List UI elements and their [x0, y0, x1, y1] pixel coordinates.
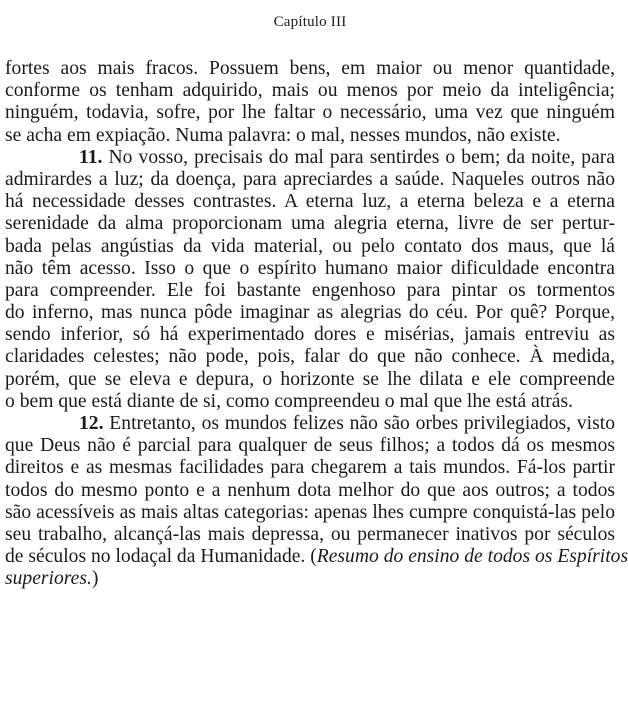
- text-line: porém, que se eleva e depura, o horizonte se lhe dilata e ele compreende: [5, 368, 615, 390]
- text-line: [5, 568, 615, 590]
- text-line: [5, 413, 615, 435]
- text-line: sendo inferior, só há experimentado dores e misérias, jamais entreviu as: [5, 324, 615, 346]
- text-line: são acessíveis as mais altas categorias: apenas lhes cumpre conquistá-las pelo: [5, 501, 615, 523]
- text-line: que Deus não é parcial para qualquer de seus filhos; a todos dá os mesmos: [5, 435, 615, 457]
- text-line: conforme os tenham adquirido, mais ou menos por meio da inteligência;: [5, 80, 615, 102]
- text-line: [5, 546, 628, 568]
- body-text: [5, 58, 628, 591]
- text-line: direitos e as mesmas facilidades para chegarem a tais mundos. Fá-los partir: [5, 457, 615, 479]
- paragraph-12: [5, 413, 628, 591]
- text-line: seu trabalho, alcançá-las mais depressa, ou permanecer inativos por séculos: [5, 523, 615, 545]
- text-line: bada pelas angústias da vida material, ou pelo contato dos maus, que lá: [5, 235, 615, 257]
- text-line: claridades celestes; não pode, pois, falar do que não conhece. À medida,: [5, 346, 615, 368]
- text-fragment: de séculos no lodaçal da Humanidade. (: [5, 546, 317, 568]
- text-line: ninguém, todavia, sofre, por lhe faltar o necessário, uma vez que ninguém: [5, 102, 615, 124]
- text-line: há necessidade desses contrastes. A eterna luz, a eterna beleza e a eterna: [5, 191, 615, 213]
- text-line: [5, 147, 615, 169]
- paragraph-11: [5, 147, 615, 413]
- text-line: o bem que está diante de si, como compreendeu o mal que lhe está atrás.: [5, 390, 574, 412]
- text-line: serenidade da alma proporcionam uma alegria eterna, livre de ser pertur-: [5, 213, 615, 235]
- citation-text: superiores.: [5, 568, 92, 590]
- text-line: fortes aos mais fracos. Possuem bens, em maior ou menor quantidade,: [5, 58, 615, 79]
- item-number: 12.: [79, 413, 104, 434]
- paragraph-continuation: [5, 58, 615, 147]
- text-line: admirardes a luz; da doença, para apreciardes a saúde. Naqueles outros não: [5, 168, 615, 190]
- book-page: [5, 0, 628, 591]
- text-line: se acha em expiação. Numa palavra: o mal, nesses mundos, não existe.: [5, 124, 561, 146]
- text-line: todos do mesmo ponto e a nenhum dota melhor do que aos outros; a todos: [5, 479, 615, 501]
- text-fragment: Entretanto, os mundos felizes não são orbes privilegiados, visto: [103, 413, 615, 434]
- text-line: não têm acesso. Isso o que o espírito humano maior dificuldade encontra: [5, 257, 615, 279]
- text-fragment: ): [91, 568, 99, 590]
- text-line: para compreender. Ele foi bastante engenhoso para pintar os tormentos: [5, 279, 615, 301]
- text-fragment: No vosso, precisais do mal para sentirdes o bem; da noite, para: [102, 146, 615, 168]
- citation-text: Resumo do ensino de todos os Espíritos: [316, 546, 628, 568]
- running-header: Capítulo III: [273, 14, 347, 30]
- item-number: 11.: [79, 146, 103, 168]
- text-line: do inferno, mas nunca pôde imaginar as alegrias do céu. Por quê? Porque,: [5, 302, 615, 324]
